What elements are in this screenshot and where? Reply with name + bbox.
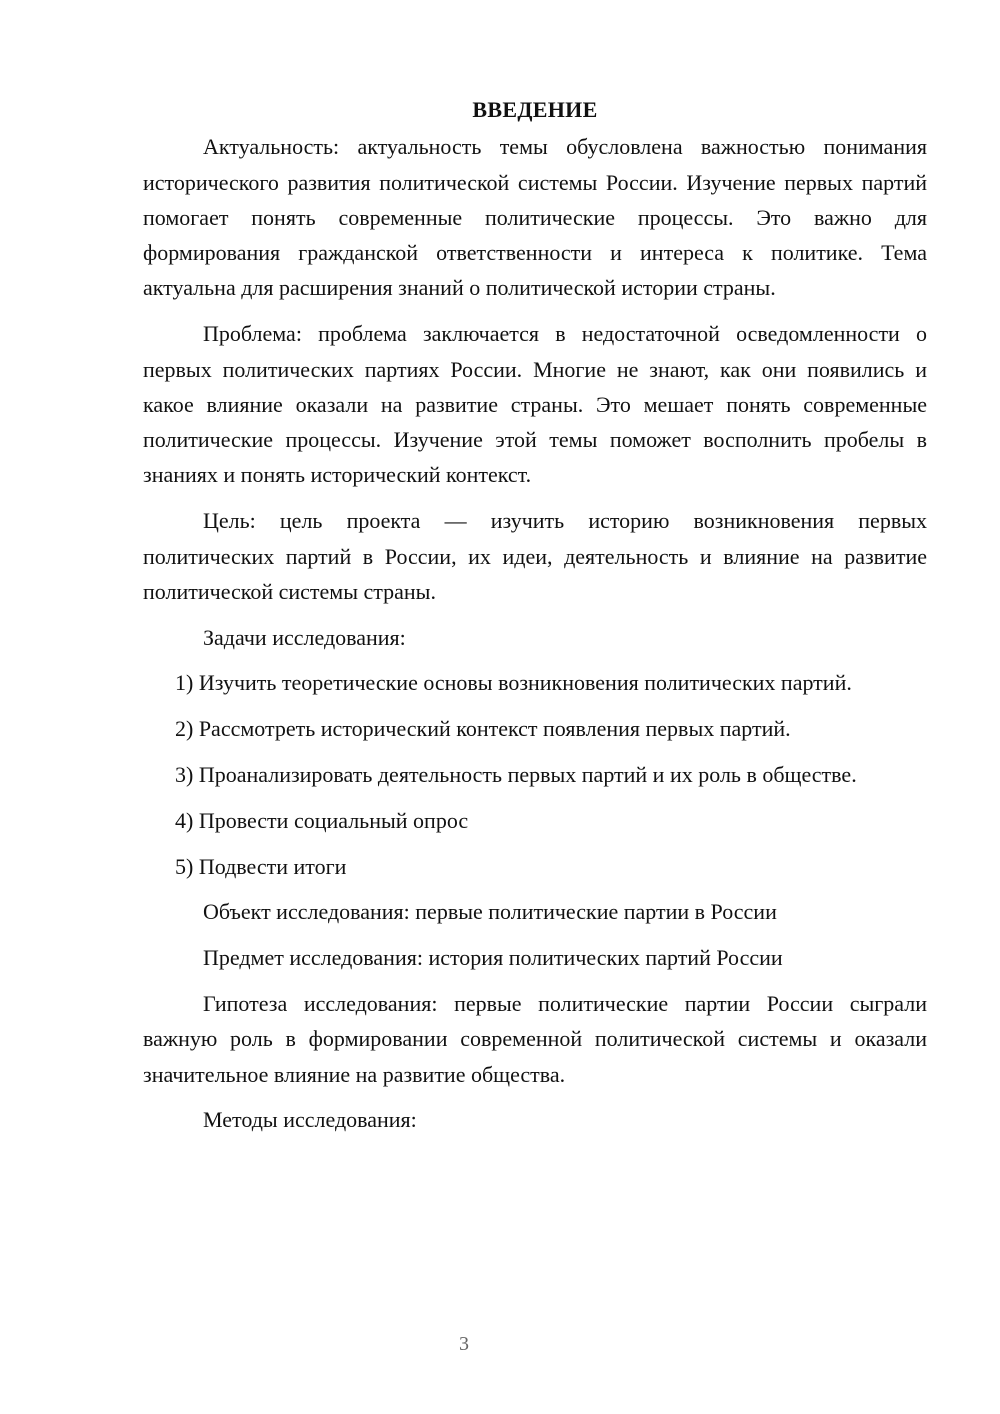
methods-heading: Методы исследования: [203, 1107, 417, 1133]
page-number: 3 [459, 1333, 469, 1355]
goal-paragraph: Цель: цель проекта — изучить историю возникновения первых политических партий в России, их идеи, деятельность и влияние на развитие политической системы страны. [143, 508, 927, 604]
page-content [143, 92, 927, 1148]
task-item-1: 1) Изучить теоретические основы возникновения политических партий. [175, 670, 852, 696]
task-item-5: 5) Подвести итоги [175, 853, 347, 879]
problem-paragraph: Проблема: проблема заключается в недостаточной осведомленности о первых политических партиях России. Многие не знают, как они появились и какое влияние оказали на развитие страны. Это мешает понять современные политические процессы. Изучение этой темы поможет восполнить пробелы в знаниях и понять исторический контекст. [143, 321, 927, 488]
section-title: ВВЕДЕНИЕ [472, 97, 598, 122]
task-item-4: 4) Провести социальный опрос [175, 807, 469, 833]
hypothesis-paragraph: Гипотеза исследования: первые политические партии России сыграли важную роль в формировании современной политической системы и оказали значительное влияние на развитие общества. [143, 991, 927, 1087]
task-item-2: 2) Рассмотреть исторический контекст появления первых партий. [175, 716, 791, 742]
relevance-paragraph: Актуальность: актуальность темы обусловлена важностью понимания исторического развития политической системы России. Изучение первых партий помогает понять современные политические процессы. Это важно для формирования гражданской ответственности и интереса к политике. Тема актуальна для расширения знаний о политической истории страны. [143, 134, 927, 301]
object-paragraph: Объект исследования: первые политические партии в России [203, 899, 777, 925]
tasks-heading: Задачи исследования: [203, 624, 406, 650]
subject-paragraph: Предмет исследования: история политических партий России [203, 945, 783, 971]
task-item-3: 3) Проанализировать деятельность первых партий и их роль в обществе. [175, 762, 857, 788]
